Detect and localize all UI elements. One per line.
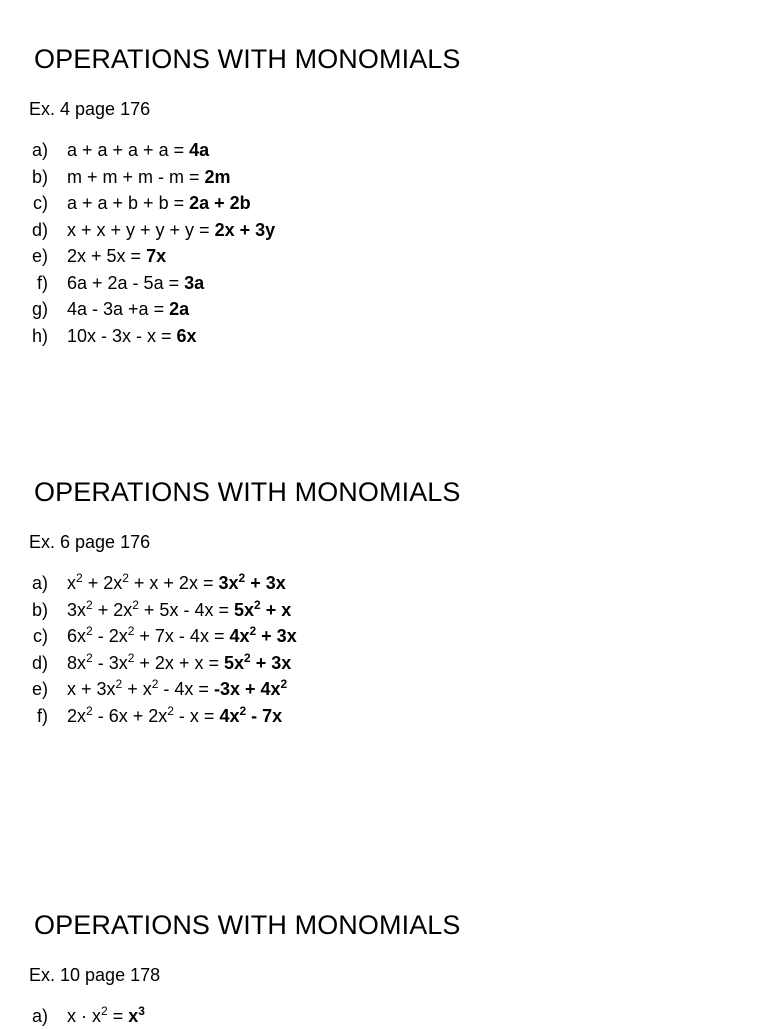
item-question: $6x^2 - 2x^2 + 7x - 4x$ =: [67, 624, 230, 646]
item-question: 10x - 3x - x =: [67, 325, 177, 346]
item-label: d): [31, 219, 48, 240]
item-question: m + m + m - m =: [67, 166, 205, 187]
item-answer: $x^3$: [128, 1004, 145, 1026]
item-question: $x^2 + 2x^2 + x + 2x$ =: [67, 571, 219, 593]
item-expression: [67, 217, 275, 243]
item-label: a): [31, 1006, 48, 1026]
exercise-reference: Ex. 10 page 178: [29, 965, 161, 985]
item-answer: 2x + 3y: [214, 219, 276, 240]
exercise-reference: Ex. 4 page 176: [29, 99, 151, 119]
item-label: c): [33, 193, 48, 213]
item-answer: $5x^2 + 3x$: [223, 650, 292, 673]
item-answer: $4x^2 - 7x$: [219, 703, 283, 726]
item-answer: 6x: [176, 325, 197, 346]
item-label: h): [31, 325, 48, 346]
item-answer: $4x^2 + 3x$: [229, 624, 297, 646]
item-question: 6a + 2a - 5a =: [67, 272, 185, 293]
item-label: g): [31, 299, 48, 319]
item-label: a): [31, 573, 48, 593]
section-title: OPERATIONS WITH MONOMIALS: [34, 477, 461, 507]
item-label: a): [31, 140, 48, 160]
item-expression: [67, 597, 291, 623]
item-expression: [67, 164, 231, 190]
item-label: e): [31, 246, 48, 266]
item-answer: 2a + 2b: [189, 193, 251, 213]
item-question: 2x + 5x =: [67, 246, 147, 266]
item-answer: $5x^2 + x$: [233, 597, 292, 620]
item-expression: [67, 296, 189, 322]
item-answer: 2a: [169, 299, 190, 319]
item-question: a + a + b + b =: [67, 193, 190, 213]
item-label: f): [37, 272, 48, 293]
item-label: d): [31, 652, 48, 673]
item-expression: [67, 676, 287, 702]
section-title: OPERATIONS WITH MONOMIALS: [34, 44, 461, 74]
item-expression: [67, 243, 166, 269]
section-title: OPERATIONS WITH MONOMIALS: [34, 910, 461, 940]
item-answer: 3a: [184, 272, 205, 293]
item-expression: [67, 137, 209, 163]
item-expression: [67, 623, 297, 649]
item-expression: [67, 270, 204, 296]
exercise-reference: Ex. 6 page 176: [29, 532, 151, 552]
item-answer: 7x: [146, 246, 167, 266]
item-label: b): [31, 599, 48, 620]
item-expression: [67, 570, 286, 596]
item-expression: [67, 323, 197, 349]
item-answer: 4a: [189, 140, 210, 160]
item-expression: [67, 1003, 145, 1029]
item-question: $8x^2 - 3x^2 + 2x + x$ =: [67, 650, 224, 673]
item-expression: [67, 650, 291, 676]
item-question: 4a - 3a +a =: [67, 299, 170, 319]
item-expression: [67, 703, 282, 729]
item-label: e): [31, 679, 48, 699]
item-question: $x + 3x^2 + x^2 - 4x$ =: [67, 677, 214, 699]
item-expression: [67, 190, 251, 216]
item-label: c): [33, 626, 48, 646]
item-question: a + a + a + a =: [67, 140, 190, 160]
item-answer: $3x^2 + 3x$: [218, 571, 286, 593]
item-answer: 2m: [204, 166, 231, 187]
item-question: $3x^2 + 2x^2 + 5x - 4x$ =: [67, 597, 234, 620]
item-label: f): [37, 705, 48, 726]
item-question: $x \cdot x^2$ =: [67, 1004, 129, 1026]
item-label: b): [31, 166, 48, 187]
item-question: $2x^2 - 6x + 2x^2 - x$ =: [67, 703, 220, 726]
item-question: x + x + y + y + y =: [67, 219, 215, 240]
item-answer: $-3x + 4x^2$: [213, 677, 288, 699]
